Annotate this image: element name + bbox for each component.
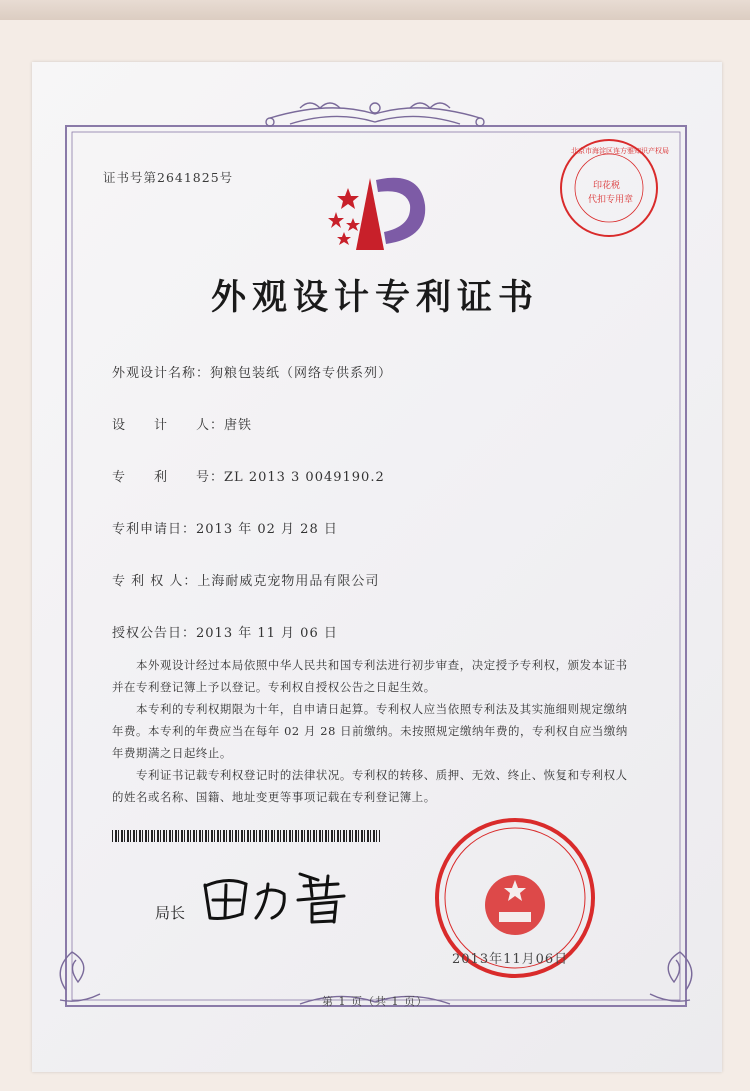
patent-holder-label: 专 利 权 人：: [112, 574, 198, 589]
director-signature: [205, 874, 344, 922]
patent-holder-value: 上海耐威克宠物用品有限公司: [197, 574, 380, 589]
design-name-value: 狗粮包装纸（网络专供系列）: [210, 366, 393, 381]
grant-date-row: [112, 622, 338, 641]
director-label: 局长: [155, 904, 186, 922]
seal-date: 2013年11月06日: [452, 952, 569, 967]
stamp-line-1: 印花税: [593, 181, 621, 191]
paragraph-2: 本专利的专利权期限为十年，自申请日起算。专利权人应当依照专利法及其实施细则规定缴纳年费。本专利的年费应当在每年 02 月 28 日前缴纳。未按照规定缴纳年费的，专利权自应当缴纳年费期满之日起终止。: [112, 702, 628, 760]
grant-date-value: 2013 年 11 月 06 日: [196, 626, 338, 641]
filing-date-value: 2013 年 02 月 28 日: [196, 522, 338, 537]
paragraph-3: 专利证书记载专利权登记时的法律状况。专利权的转移、质押、无效、终止、恢复和专利权人的姓名或名称、国籍、地址变更等事项记载在专利登记簿上。: [112, 768, 628, 804]
certificate-title: 外观设计专利证书: [210, 278, 539, 318]
filing-date-row: [112, 518, 338, 537]
page-footer: 第 1 页（共 1 页）: [322, 995, 428, 1008]
patent-number-value: ZL 2013 3 0049190.2: [224, 470, 385, 485]
stamp-ring-text: 北京市海淀区连方雅知识产权局: [571, 147, 669, 155]
filing-date-label: 专利申请日：: [112, 522, 197, 537]
patent-logo: [328, 178, 425, 250]
paragraph-1: 本外观设计经过本局依照中华人民共和国专利法进行初步审查，决定授予专利权，颁发本证书并在专利登记簿上予以登记。专利权自授权公告之日起生效。: [112, 658, 628, 694]
grant-date-label: 授权公告日：: [112, 626, 197, 641]
design-name-label: 外观设计名称：: [112, 366, 211, 381]
designer-value: 唐铁: [224, 418, 253, 433]
certificate-number: 证书号第2641825号: [103, 170, 234, 185]
patent-number-row: [112, 466, 385, 485]
barcode: [112, 830, 380, 842]
design-name-row: [112, 362, 392, 381]
designer-row: [112, 414, 252, 433]
designer-label: 设 计 人：: [112, 418, 225, 433]
stamp-line-2: 代扣专用章: [588, 195, 634, 205]
patent-holder-row: [112, 570, 379, 589]
patent-number-label: 专 利 号：: [112, 470, 225, 485]
